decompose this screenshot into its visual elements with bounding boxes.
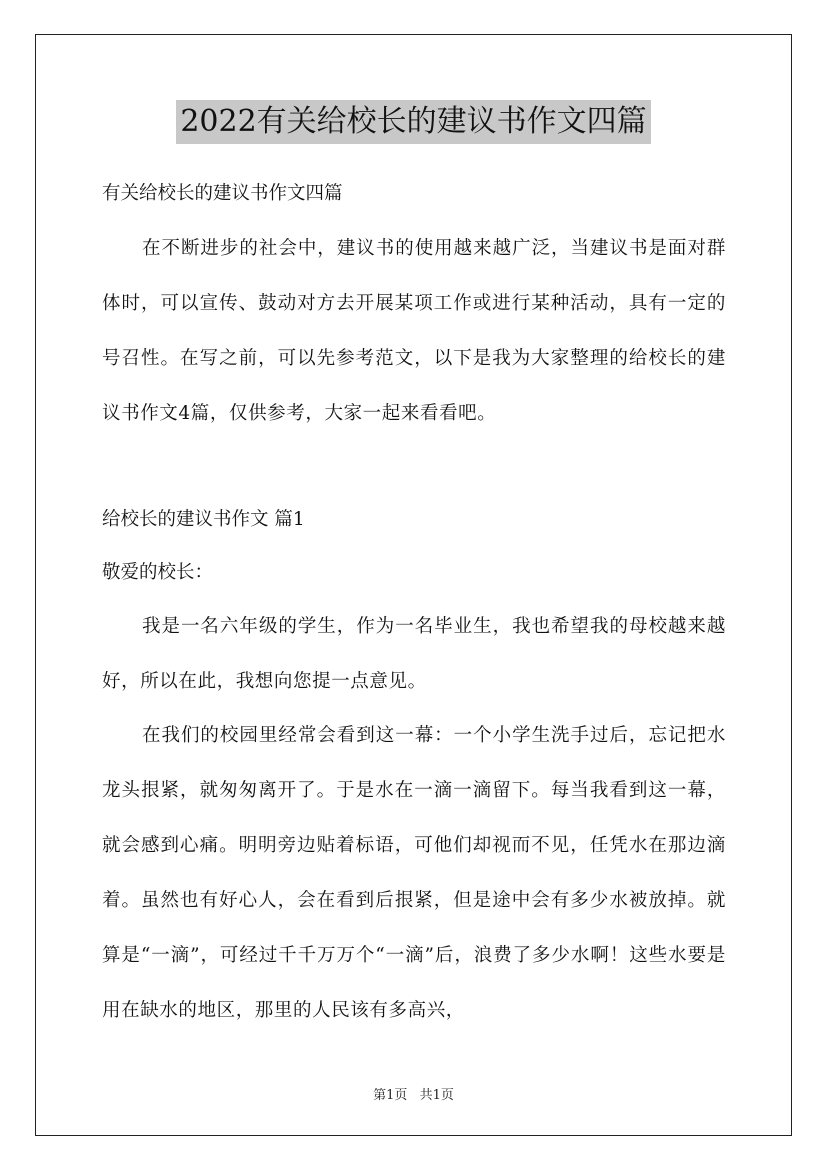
salutation: 敬爱的校长：	[102, 562, 214, 583]
page-total: 共1页	[419, 1088, 454, 1103]
body-paragraph-1: 我是一名六年级的学生，作为一名毕业生，我也希望我的母校越来越好，所以在此，我想向您提一点意见。	[102, 616, 726, 692]
document-title: 2022有关给校长的建议书作文四篇	[176, 100, 650, 144]
title-container	[0, 100, 827, 144]
page-number: 第1页	[373, 1088, 408, 1103]
intro-paragraph: 在不断进步的社会中，建议书的使用越来越广泛，当建议书是面对群体时，可以宣传、鼓动对方去开展某项工作或进行某种活动，具有一定的号召性。在写之前，可以先参考范文，以下是我为大家整理的给校长的建议书作文4篇，仅供参考，大家一起来看看吧。	[102, 238, 726, 424]
body-paragraph-2: 在我们的校园里经常会看到这一幕：一个小学生洗手过后，忘记把水龙头拫紧，就匆匆离开了。于是水在一滴一滴留下。每当我看到这一幕，就会感到心痛。明明旁边贴着标语，可他们却视而不见，任凭水在那边滴着。虽然也有好心人，会在看到后拫紧，但是途中会有多少水被放掉。就算是“一滴”，可经过千千万万个“一滴”后，浪费了多少水啊！这些水要是用在缺水的地区，那里的人民该有多高兴，	[102, 725, 726, 1021]
page-footer	[0, 1084, 827, 1103]
document-subtitle: 有关给校长的建议书作文四篇	[102, 183, 343, 204]
section-heading: 给校长的建议书作文 篇1	[102, 509, 305, 530]
